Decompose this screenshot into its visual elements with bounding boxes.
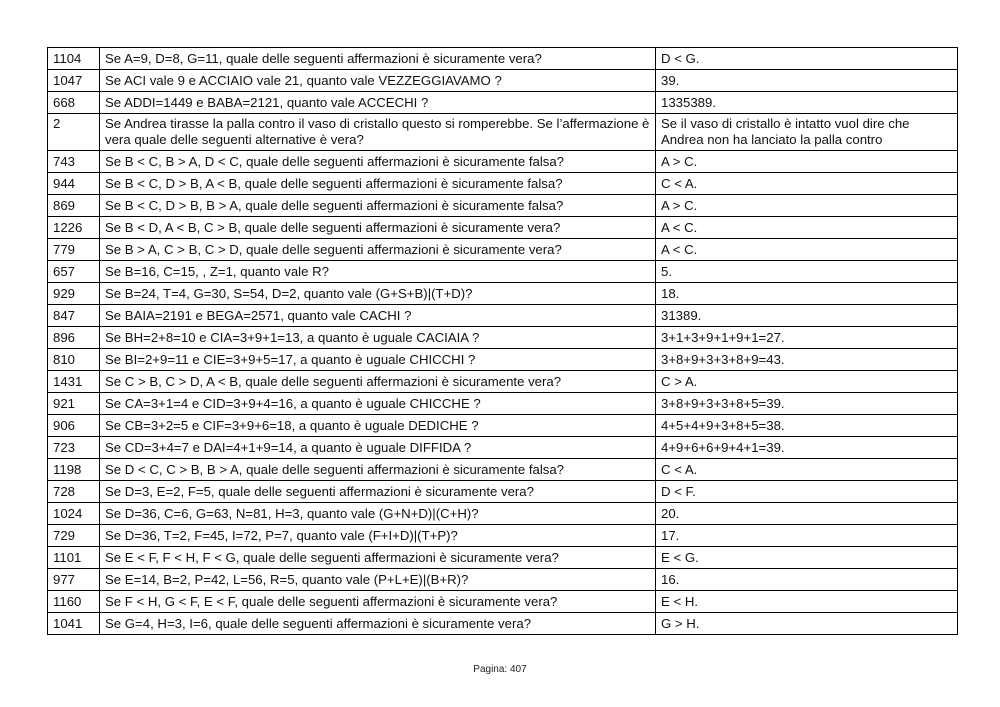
row-id-cell: 1101 <box>48 547 100 569</box>
row-question-cell: Se B < C, B > A, D < C, quale delle seguenti affermazioni è sicuramente falsa? <box>100 151 656 173</box>
table-row <box>48 305 958 327</box>
row-answer-cell: E < H. <box>656 591 958 613</box>
row-id-cell: 729 <box>48 525 100 547</box>
table-row <box>48 591 958 613</box>
row-question-cell: Se BH=2+8=10 e CIA=3+9+1=13, a quanto è uguale CACIAIA ? <box>100 327 656 349</box>
row-question-cell: Se B < C, D > B, A < B, quale delle seguenti affermazioni è sicuramente falsa? <box>100 173 656 195</box>
row-id-cell: 977 <box>48 569 100 591</box>
table-row <box>48 459 958 481</box>
page-number: Pagina: 407 <box>473 664 527 675</box>
row-question-cell: Se CB=3+2=5 e CIF=3+9+6=18, a quanto è uguale DEDICHE ? <box>100 415 656 437</box>
table-row <box>48 283 958 305</box>
row-answer-cell: 4+9+6+6+9+4+1=39. <box>656 437 958 459</box>
table-row <box>48 195 958 217</box>
row-question-cell: Se B < C, D > B, B > A, quale delle seguenti affermazioni è sicuramente falsa? <box>100 195 656 217</box>
row-id-cell: 1047 <box>48 70 100 92</box>
row-question-cell: Se Andrea tirasse la palla contro il vaso di cristallo questo si romperebbe. Se l’affermazione è vera quale delle seguenti alternative è vera? <box>100 114 656 151</box>
row-question-cell: Se D=3, E=2, F=5, quale delle seguenti affermazioni è sicuramente vera? <box>100 481 656 503</box>
row-question-cell: Se D < C, C > B, B > A, quale delle seguenti affermazioni è sicuramente falsa? <box>100 459 656 481</box>
table-row <box>48 349 958 371</box>
row-answer-cell: 4+5+4+9+3+8+5=38. <box>656 415 958 437</box>
row-id-cell: 1198 <box>48 459 100 481</box>
row-id-cell: 896 <box>48 327 100 349</box>
row-id-cell: 728 <box>48 481 100 503</box>
table-row <box>48 327 958 349</box>
table-row <box>48 547 958 569</box>
table-row <box>48 92 958 114</box>
row-answer-cell: C < A. <box>656 459 958 481</box>
row-id-cell: 657 <box>48 261 100 283</box>
row-question-cell: Se B=16, C=15, , Z=1, quanto vale R? <box>100 261 656 283</box>
row-id-cell: 929 <box>48 283 100 305</box>
row-question-cell: Se B=24, T=4, G=30, S=54, D=2, quanto vale (G+S+B)|(T+D)? <box>100 283 656 305</box>
row-id-cell: 810 <box>48 349 100 371</box>
row-answer-cell: 3+1+3+9+1+9+1=27. <box>656 327 958 349</box>
row-id-cell: 668 <box>48 92 100 114</box>
row-question-cell: Se E=14, B=2, P=42, L=56, R=5, quanto vale (P+L+E)|(B+R)? <box>100 569 656 591</box>
table-row <box>48 503 958 525</box>
row-question-cell: Se F < H, G < F, E < F, quale delle seguenti affermazioni è sicuramente vera? <box>100 591 656 613</box>
row-answer-cell: A < C. <box>656 239 958 261</box>
row-answer-cell: 3+8+9+3+3+8+5=39. <box>656 393 958 415</box>
row-question-cell: Se BI=2+9=11 e CIE=3+9+5=17, a quanto è uguale CHICCHI ? <box>100 349 656 371</box>
table-row <box>48 114 958 151</box>
row-answer-cell: 39. <box>656 70 958 92</box>
row-answer-cell: 17. <box>656 525 958 547</box>
row-answer-cell: 3+8+9+3+3+8+9=43. <box>656 349 958 371</box>
row-question-cell: Se A=9, D=8, G=11, quale delle seguenti affermazioni è sicuramente vera? <box>100 48 656 70</box>
row-question-cell: Se B > A, C > B, C > D, quale delle seguenti affermazioni è sicuramente vera? <box>100 239 656 261</box>
row-answer-cell: 5. <box>656 261 958 283</box>
questions-table-body <box>48 48 958 635</box>
row-id-cell: 723 <box>48 437 100 459</box>
row-question-cell: Se D=36, C=6, G=63, N=81, H=3, quanto vale (G+N+D)|(C+H)? <box>100 503 656 525</box>
row-question-cell: Se CA=3+1=4 e CID=3+9+4=16, a quanto è uguale CHICCHE ? <box>100 393 656 415</box>
table-row <box>48 173 958 195</box>
row-answer-cell: A > C. <box>656 195 958 217</box>
row-answer-cell: Se il vaso di cristallo è intatto vuol dire che Andrea non ha lanciato la palla contro <box>656 114 958 151</box>
row-answer-cell: 18. <box>656 283 958 305</box>
row-id-cell: 2 <box>48 114 100 151</box>
table-row <box>48 261 958 283</box>
table-row <box>48 437 958 459</box>
table-row <box>48 415 958 437</box>
row-id-cell: 944 <box>48 173 100 195</box>
table-row <box>48 393 958 415</box>
row-id-cell: 1104 <box>48 48 100 70</box>
row-id-cell: 1024 <box>48 503 100 525</box>
row-id-cell: 779 <box>48 239 100 261</box>
row-id-cell: 847 <box>48 305 100 327</box>
table-row <box>48 48 958 70</box>
row-id-cell: 1160 <box>48 591 100 613</box>
row-id-cell: 1041 <box>48 613 100 635</box>
row-question-cell: Se ADDI=1449 e BABA=2121, quanto vale ACCECHI ? <box>100 92 656 114</box>
table-row <box>48 525 958 547</box>
row-answer-cell: A < C. <box>656 217 958 239</box>
row-question-cell: Se BAIA=2191 e BEGA=2571, quanto vale CACHI ? <box>100 305 656 327</box>
row-answer-cell: C > A. <box>656 371 958 393</box>
row-id-cell: 869 <box>48 195 100 217</box>
row-answer-cell: A > C. <box>656 151 958 173</box>
row-answer-cell: 20. <box>656 503 958 525</box>
row-answer-cell: 1335389. <box>656 92 958 114</box>
table-row <box>48 481 958 503</box>
table-row <box>48 217 958 239</box>
row-answer-cell: E < G. <box>656 547 958 569</box>
row-id-cell: 743 <box>48 151 100 173</box>
table-row <box>48 569 958 591</box>
table-row <box>48 371 958 393</box>
row-question-cell: Se D=36, T=2, F=45, I=72, P=7, quanto vale (F+I+D)|(T+P)? <box>100 525 656 547</box>
row-id-cell: 1431 <box>48 371 100 393</box>
row-question-cell: Se C > B, C > D, A < B, quale delle seguenti affermazioni è sicuramente vera? <box>100 371 656 393</box>
row-question-cell: Se B < D, A < B, C > B, quale delle seguenti affermazioni è sicuramente vera? <box>100 217 656 239</box>
row-question-cell: Se CD=3+4=7 e DAI=4+1+9=14, a quanto è uguale DIFFIDA ? <box>100 437 656 459</box>
row-question-cell: Se ACI vale 9 e ACCIAIO vale 21, quanto vale VEZZEGGIAVAMO ? <box>100 70 656 92</box>
row-question-cell: Se E < F, F < H, F < G, quale delle seguenti affermazioni è sicuramente vera? <box>100 547 656 569</box>
row-id-cell: 1226 <box>48 217 100 239</box>
row-answer-cell: 31389. <box>656 305 958 327</box>
row-answer-cell: 16. <box>656 569 958 591</box>
row-id-cell: 906 <box>48 415 100 437</box>
table-row <box>48 613 958 635</box>
table-row <box>48 151 958 173</box>
table-row <box>48 239 958 261</box>
row-answer-cell: D < G. <box>656 48 958 70</box>
row-answer-cell: D < F. <box>656 481 958 503</box>
row-question-cell: Se G=4, H=3, I=6, quale delle seguenti affermazioni è sicuramente vera? <box>100 613 656 635</box>
row-id-cell: 921 <box>48 393 100 415</box>
row-answer-cell: G > H. <box>656 613 958 635</box>
table-row <box>48 70 958 92</box>
row-answer-cell: C < A. <box>656 173 958 195</box>
questions-table <box>47 47 958 635</box>
